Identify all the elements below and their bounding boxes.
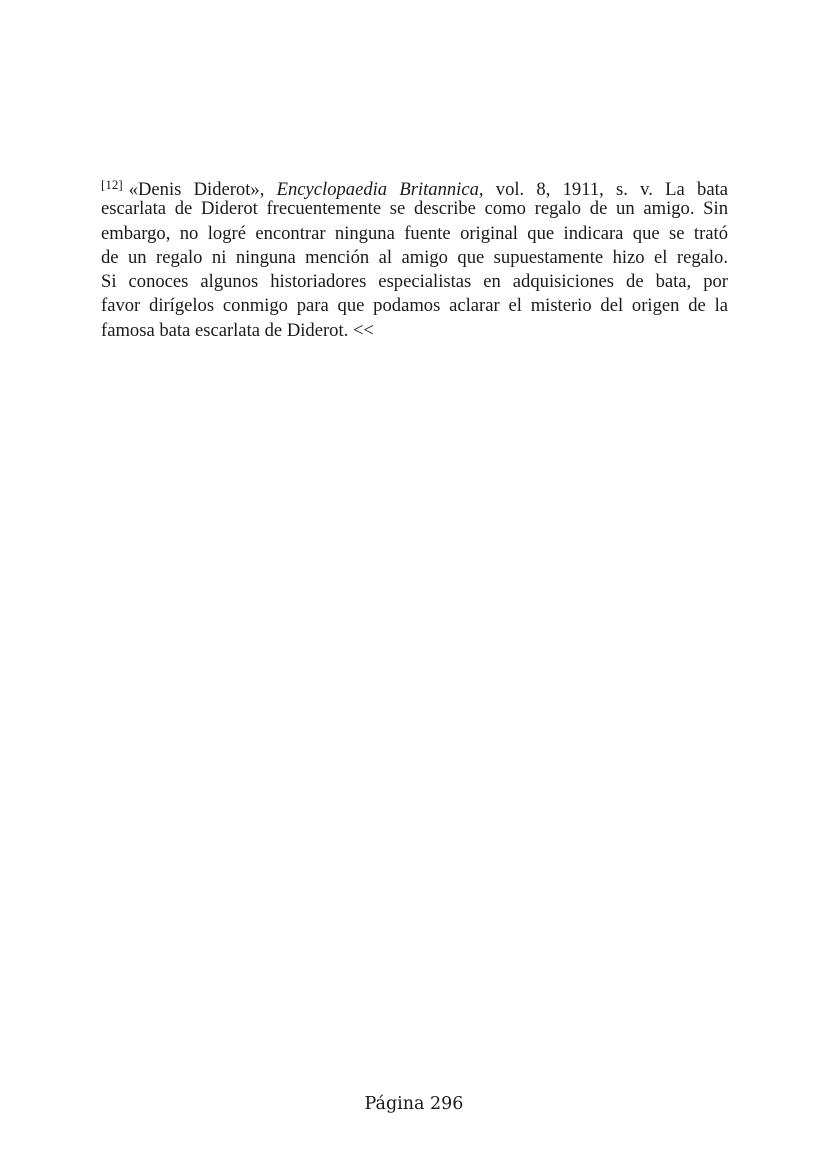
footnote-line-5: Si conoces algunos historiadores especialistas en adquisiciones de bata, por [101,271,728,293]
footnote-line-6: favor dirígelos conmigo para que podamos aclarar el misterio del origen de la [101,295,728,317]
footnote-last-text: famosa bata escarlata de Diderot. [101,319,349,341]
citation-title: «Denis Diderot», [128,179,265,200]
citation-details: , vol. 8, 1911, s. v. La bata [478,179,728,200]
footnote-line-3: embargo, no logré encontrar ninguna fuente original que indicara que se trató [101,222,728,244]
footnote-line-2: escarlata de Diderot frecuentemente se describe como regalo de un amigo. Sin [101,198,728,220]
footnote [101,173,728,343]
footnote-line-7 [101,319,728,343]
footnote-reference-mark[interactable]: [12] [101,177,123,192]
footnote-line-4: de un regalo ni ninguna mención al amigo que supuestamente hizo el regalo. [101,246,728,268]
footnote-line-1 [101,173,728,200]
page-number: Página 296 [364,1094,464,1114]
footnote-backlink[interactable]: << [352,319,374,341]
citation-source: Encyclopaedia Britannica [276,179,479,200]
